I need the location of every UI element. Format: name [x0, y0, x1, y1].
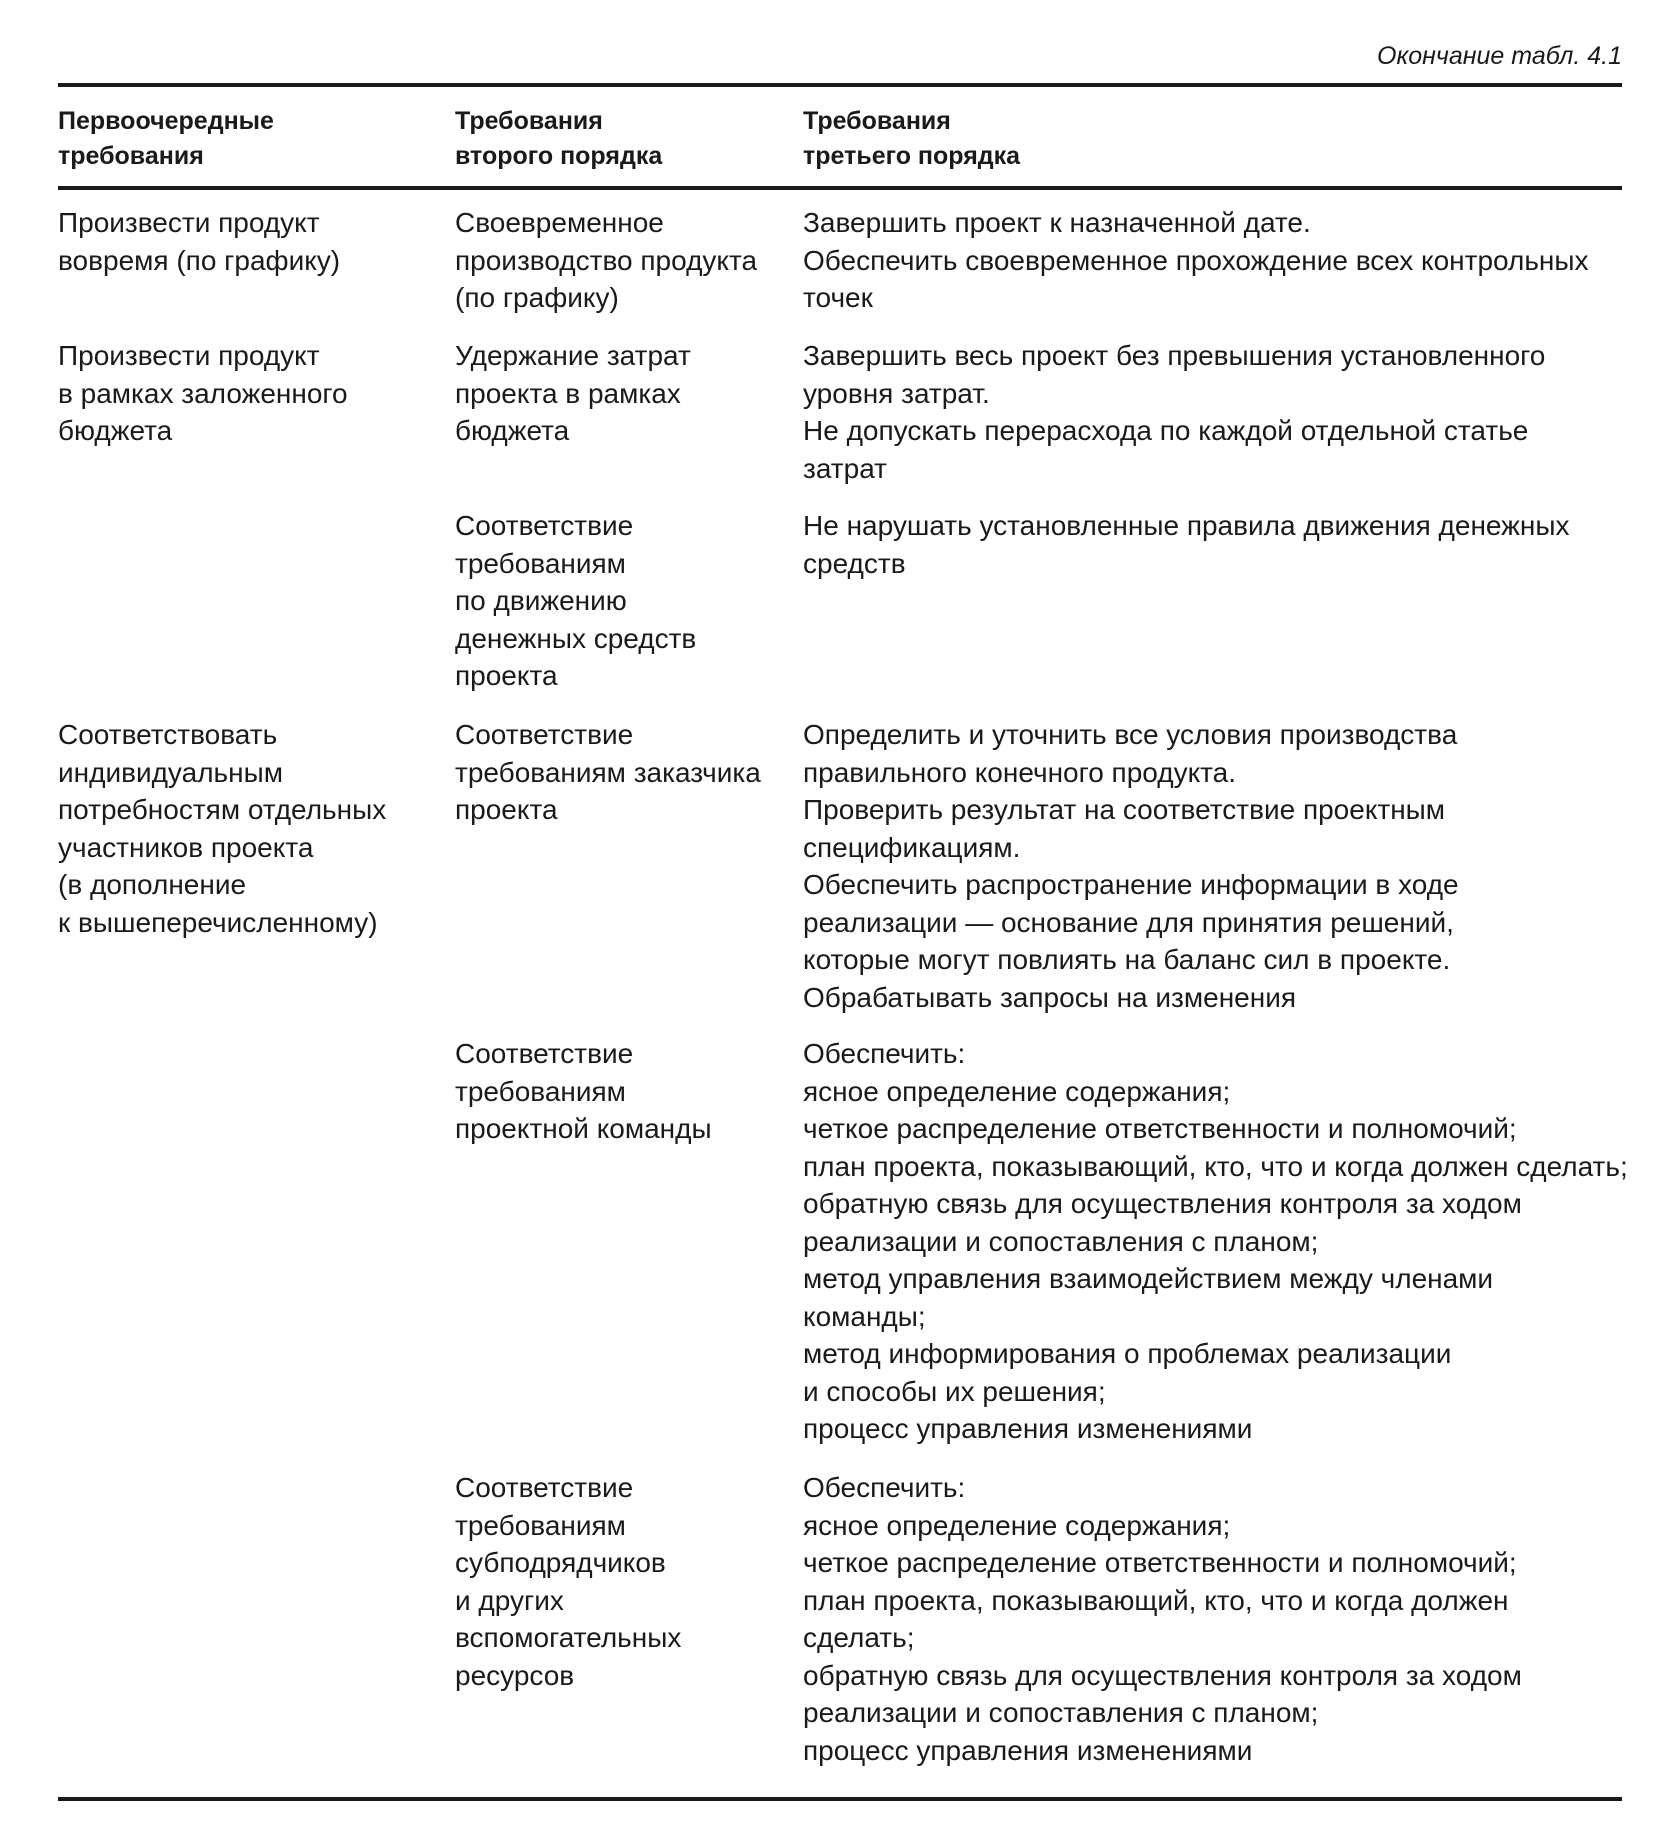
cell-line: по движению [455, 585, 627, 616]
cell-line: средств [803, 547, 906, 579]
cell-line: в рамках заложенного [58, 377, 348, 409]
cell-line: Проверить результат на соответствие проектным [803, 794, 1446, 825]
second-order-cell [455, 204, 795, 317]
header-col-3 [803, 104, 1628, 174]
primary-requirement-cell [58, 204, 448, 279]
cell-line: Не нарушать установленные правила движения денежных [803, 510, 1570, 541]
cell-line: требованиям [455, 1509, 626, 1541]
cell-line: ясное определение содержания; [803, 1509, 1231, 1541]
header-col-1 [58, 104, 448, 174]
cell-line: четкое распределение ответственности и полномочий; [803, 1547, 1517, 1578]
cell-line: Обеспечить распространение информации в ходе [803, 869, 1459, 900]
second-order-cell [455, 716, 795, 829]
top-rule [58, 83, 1622, 87]
cell-line: Соответствие [455, 719, 634, 750]
header-col-1-line: Первоочередные [58, 107, 274, 135]
cell-line: проекта [455, 660, 558, 691]
cell-line: план проекта, показывающий, кто, что и когда должен [803, 1584, 1509, 1616]
cell-line: требованиям [455, 547, 626, 579]
cell-line: индивидуальным [58, 756, 283, 788]
header-col-3-line: третьего порядка [803, 142, 1021, 170]
second-order-cell [455, 1469, 795, 1694]
cell-line: субподрядчиков [455, 1547, 666, 1578]
second-order-cell [455, 1035, 795, 1148]
cell-line: проекта [455, 794, 558, 825]
cell-line: которые могут повлиять на баланс сил в проекте. [803, 944, 1451, 975]
cell-line: Произвести продукт [58, 207, 320, 238]
header-col-2 [455, 104, 795, 174]
primary-requirement-cell [58, 337, 448, 450]
cell-line: Соответствие [455, 1038, 634, 1069]
cell-line: (в дополнение [58, 869, 247, 900]
table-continuation-caption: Окончание табл. 4.1 [1377, 42, 1622, 70]
cell-line: команды; [803, 1300, 926, 1332]
cell-line: требованиям [455, 1075, 626, 1107]
cell-line: ясное определение содержания; [803, 1075, 1231, 1107]
cell-line: правильного конечного продукта. [803, 756, 1237, 788]
header-rule [58, 186, 1622, 190]
cell-line: метод управления взаимодействием между членами [803, 1263, 1494, 1294]
cell-line: проекта в рамках [455, 377, 681, 409]
cell-line: процесс управления изменениями [803, 1413, 1253, 1444]
cell-line: Произвести продукт [58, 340, 320, 371]
cell-line: потребностям отдельных [58, 794, 387, 825]
cell-line: (по графику) [455, 282, 619, 313]
cell-line: Соответствие [455, 1472, 634, 1503]
cell-line: вспомогательных [455, 1622, 682, 1653]
third-order-cell [803, 716, 1628, 1016]
primary-requirement-cell [58, 716, 448, 941]
cell-line: обратную связь для осуществления контроля за ходом [803, 1188, 1522, 1219]
cell-line: реализации и сопоставления с планом; [803, 1225, 1319, 1257]
cell-line: план проекта, показывающий, кто, что и когда должен сделать; [803, 1150, 1628, 1182]
cell-line: вовремя (по графику) [58, 244, 341, 276]
cell-line: сделать; [803, 1622, 915, 1653]
cell-line: требованиям заказчика [455, 756, 761, 788]
third-order-cell [803, 204, 1628, 317]
cell-line: реализации — основание для принятия решений, [803, 906, 1454, 938]
cell-line: реализации и сопоставления с планом; [803, 1697, 1319, 1728]
second-order-cell [455, 507, 795, 695]
cell-line: спецификациям. [803, 831, 1021, 863]
bottom-rule [58, 1797, 1622, 1801]
cell-line: и способы их решения; [803, 1375, 1106, 1407]
second-order-cell [455, 337, 795, 450]
third-order-cell [803, 1469, 1628, 1769]
cell-line: Обеспечить: [803, 1472, 966, 1503]
cell-line: Обеспечить своевременное прохождение всех контрольных [803, 244, 1589, 276]
cell-line: уровня затрат. [803, 377, 990, 409]
cell-line: Своевременное [455, 207, 664, 238]
cell-line: денежных средств [455, 622, 697, 654]
cell-line: точек [803, 282, 873, 313]
third-order-cell [803, 1035, 1628, 1448]
cell-line: Завершить весь проект без превышения установленного [803, 340, 1546, 371]
cell-line: Соответствие [455, 510, 634, 541]
cell-line: проектной команды [455, 1113, 712, 1144]
header-col-2-line: Требования [455, 107, 603, 135]
cell-line: Удержание затрат [455, 340, 691, 371]
header-col-2-line: второго порядка [455, 142, 663, 170]
cell-line: обратную связь для осуществления контроля за ходом [803, 1659, 1522, 1691]
cell-line: четкое распределение ответственности и полномочий; [803, 1113, 1517, 1144]
cell-line: процесс управления изменениями [803, 1734, 1253, 1766]
cell-line: Соответствовать [58, 719, 278, 750]
cell-line: Обрабатывать запросы на изменения [803, 981, 1297, 1013]
cell-line: Завершить проект к назначенной дате. [803, 207, 1311, 238]
header-col-1-line: требования [58, 142, 204, 170]
cell-line: Обеспечить: [803, 1038, 966, 1069]
cell-line: затрат [803, 452, 887, 484]
header-col-3-line: Требования [803, 107, 951, 135]
cell-line: Не допускать перерасхода по каждой отдельной статье [803, 415, 1529, 446]
third-order-cell [803, 507, 1628, 582]
cell-line: бюджета [58, 415, 173, 446]
cell-line: метод информирования о проблемах реализации [803, 1338, 1452, 1369]
cell-line: к вышеперечисленному) [58, 906, 378, 938]
cell-line: бюджета [455, 415, 570, 446]
cell-line: Определить и уточнить все условия производства [803, 719, 1458, 750]
third-order-cell [803, 337, 1628, 487]
cell-line: участников проекта [58, 831, 314, 863]
cell-line: ресурсов [455, 1659, 575, 1691]
cell-line: и других [455, 1584, 564, 1616]
cell-line: производство продукта [455, 244, 758, 276]
